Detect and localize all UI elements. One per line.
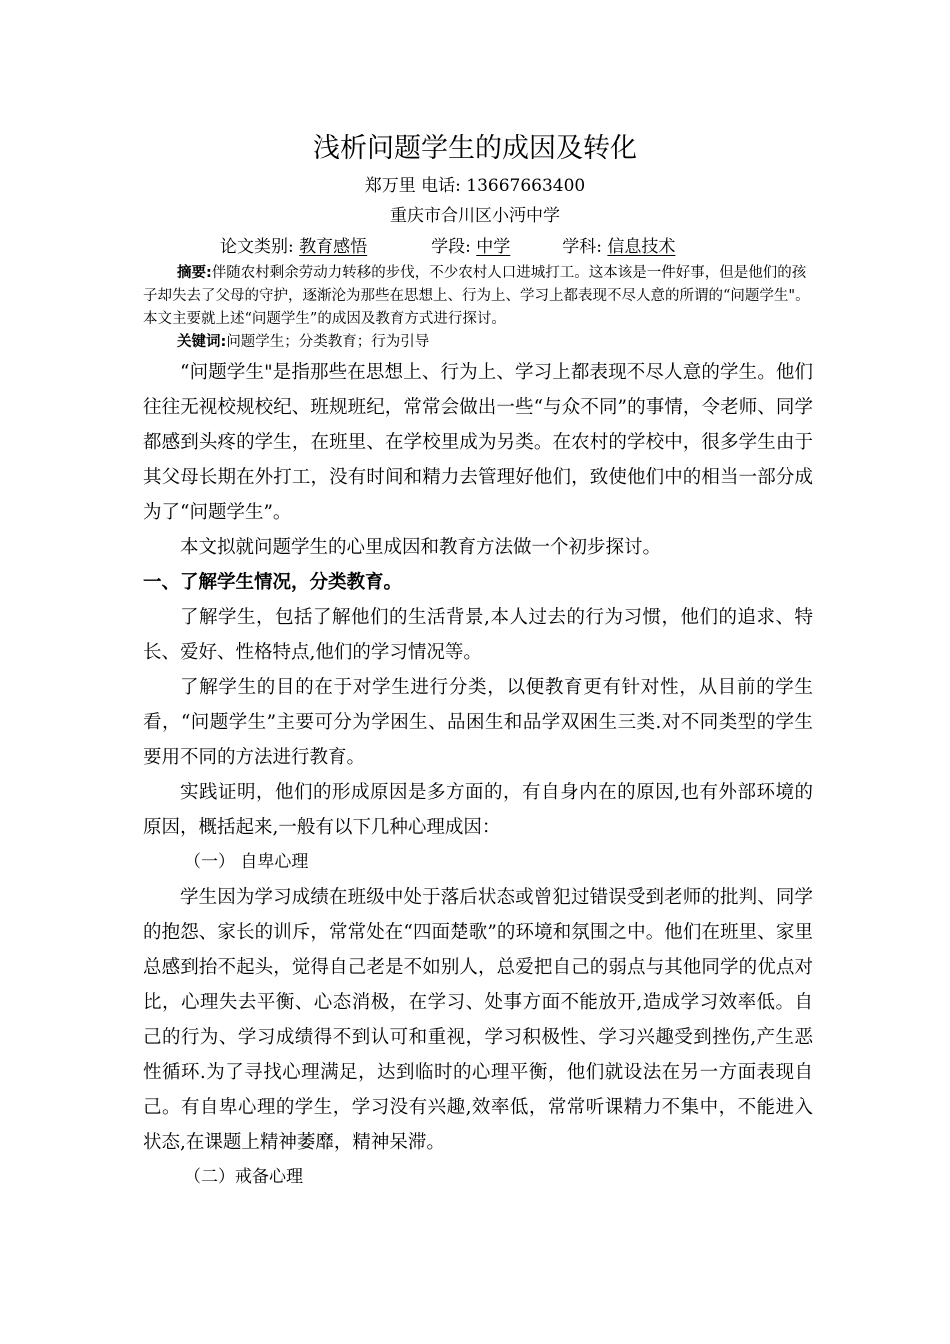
- keywords-line: [177, 331, 819, 354]
- body-paragraph-4: 了解学生的目的在于对学生进行分类，以便教育更有针对性，从目前的学生看，“问题学生”主要可分为学困生、品困生和品学双困生三类.对不同类型的学生要用不同的方法进行教育。: [143, 677, 813, 768]
- subject-label: 学科:: [562, 237, 608, 257]
- body-paragraph-6: 学生因为学习成绩在班级中处于落后状态或曾犯过错误受到老师的批判、同学的抱怨、家长的训斥，常常处在“四面楚歌”的环境和氛围之中。他们在班里、家里总感到抬不起头，觉得自己老是不如别人，总爱把自己的弱点与其他同学的优点对比，心理失去平衡、心态消极，在学习、处事方面不能放开,造成学习效率低。自己的行为、学习成绩得不到认可和重视，学习积极性、学习兴趣受到挫伤,产生恶性循环.为了寻找心理满足，达到临时的心理平衡，他们就设法在另一方面表现自己。有自卑心理的学生，学习没有兴趣,效率低，常常听课精力不集中，不能进入状态,在课题上精神萎靡，精神呆滞。: [143, 887, 813, 1153]
- body-paragraph-5: 实践证明，他们的形成原因是多方面的，有自身内在的原因,也有外部环境的原因，概括起来,一般有以下几种心理成因：: [143, 782, 813, 838]
- subsection-heading-1: （一） 自卑心理: [184, 852, 309, 872]
- body-paragraph-3: 了解学生，包括了解他们的生活背景,本人过去的行为习惯，他们的追求、特长、爱好、性格特点,他们的学习情况等。: [143, 607, 813, 663]
- category-label: 论文类别:: [220, 237, 300, 257]
- author-line: 郑万里 电话: 13667663400: [364, 176, 586, 196]
- abstract-section: [143, 262, 819, 354]
- body-paragraph-1: “问题学生"是指那些在思想上、行为上、学习上都表现不尽人意的学生。他们往往无视校规校纪、班规班纪，常常会做出一些“与众不同”的事情，令老师、同学都感到头疼的学生，在班里、在学校里成为另类。在农村的学校中，很多学生由于其父母长期在外打工，没有时间和精力去管理好他们，致使他们中的相当一部分成为了“问题学生”。: [143, 362, 813, 523]
- stage-value: 中学: [476, 237, 511, 257]
- body-text: [143, 355, 813, 1195]
- category-value: 教育感悟: [299, 237, 368, 257]
- keywords-label: 关键词:: [177, 334, 227, 350]
- school-name: 重庆市合川区小沔中学: [390, 206, 560, 226]
- abstract-paragraph: [143, 262, 819, 331]
- subject-value: 信息技术: [607, 237, 676, 257]
- stage-label: 学段:: [431, 237, 477, 257]
- abstract-label: 摘要:: [177, 265, 212, 281]
- paper-title: 浅析问题学生的成因及转化: [313, 133, 637, 164]
- abstract-text: 伴随农村剩余劳动力转移的步伐，不少农村人口进城打工。这本该是一件好事，但是他们的孩子却失去了父母的守护，逐渐沦为那些在思想上、行为上、学习上都表现不尽人意的所谓的“问题学生"。本文主要就上述“问题学生”的成因及教育方式进行探讨。: [143, 265, 810, 327]
- paper-meta: [220, 234, 675, 260]
- body-paragraph-2: 本文拟就问题学生的心里成因和教育方法做一个初步探讨。: [180, 537, 662, 558]
- section-heading-1: 一、了解学生情况，分类教育。: [143, 572, 403, 593]
- subsection-heading-2: （二）戒备心理: [184, 1167, 303, 1187]
- keywords-text: 问题学生；分类教育；行为引导: [226, 334, 430, 350]
